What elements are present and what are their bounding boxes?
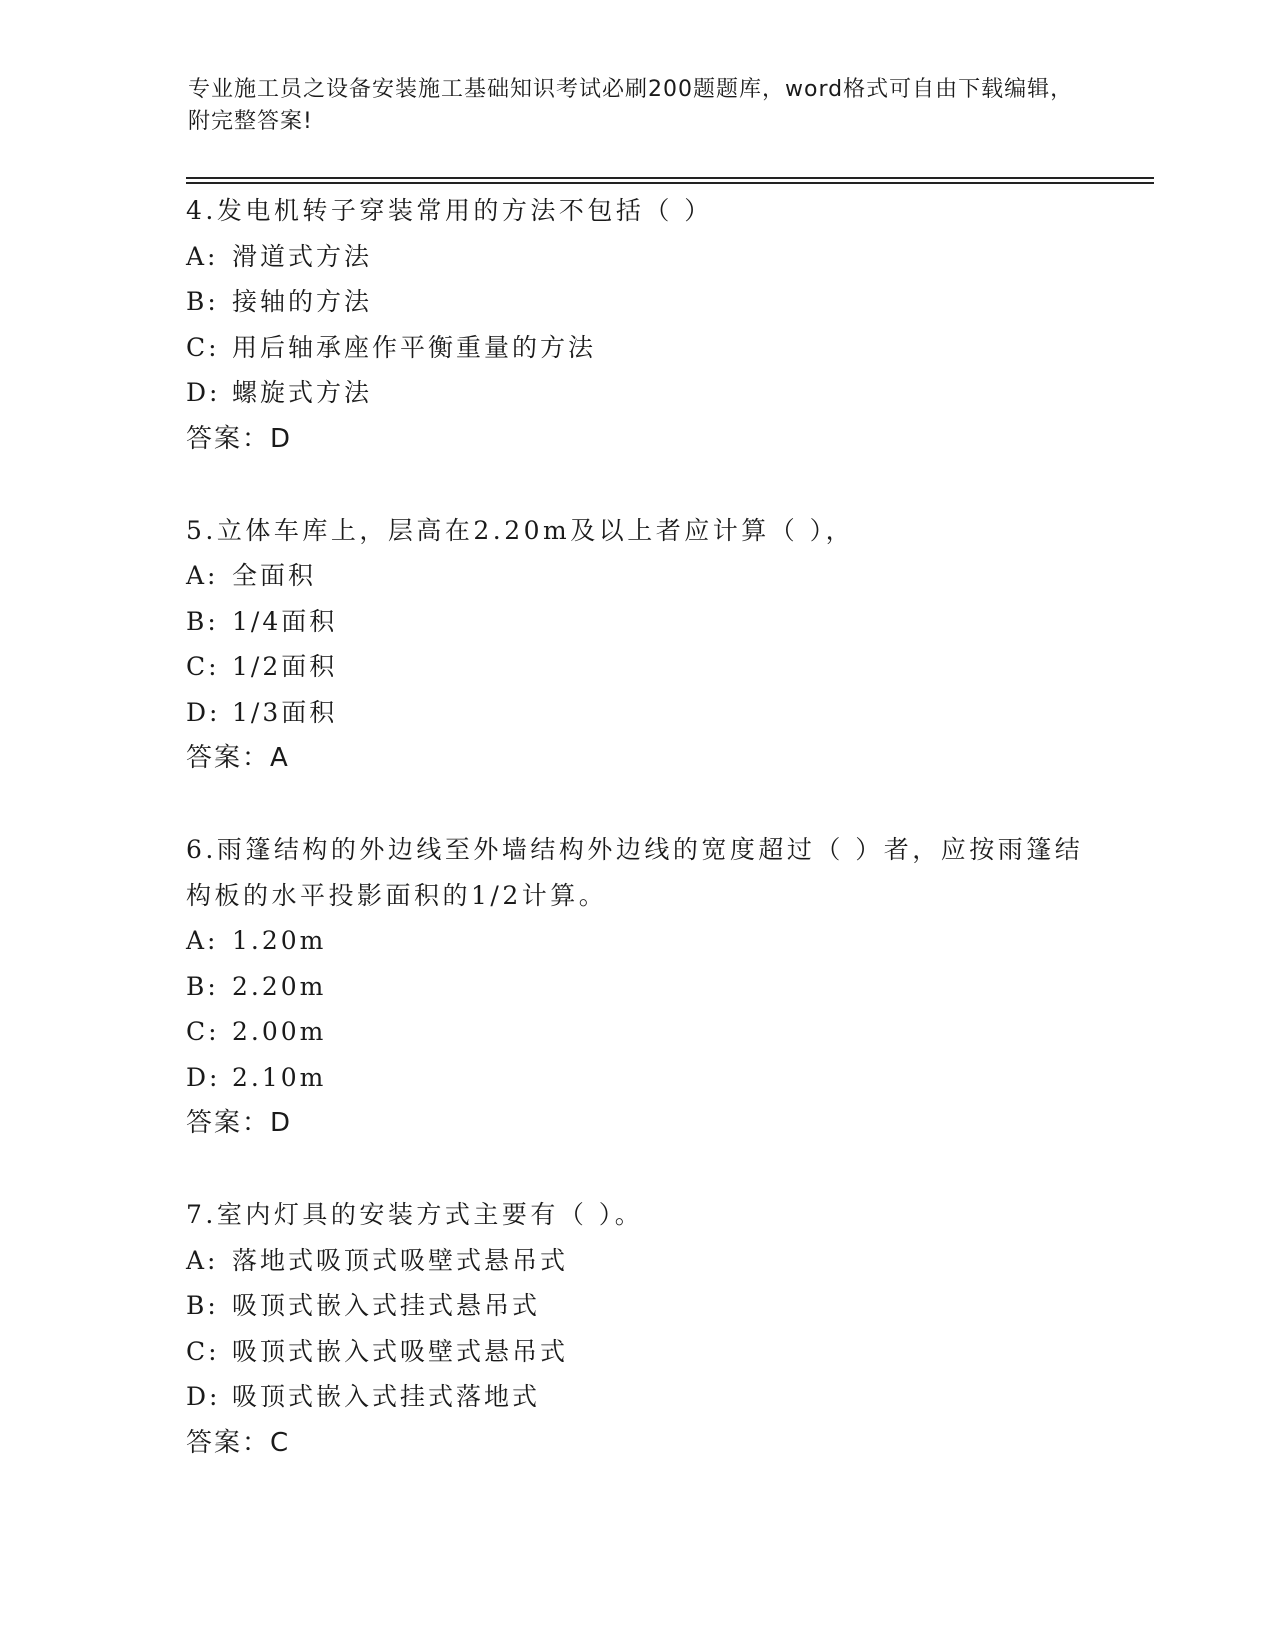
option-letter: D: xyxy=(186,378,221,407)
option-letter: D: xyxy=(186,697,221,727)
answer-line: 答案：C xyxy=(186,1427,291,1458)
question-stem: 5.立体车库上，层高在2.20m及以上者应计算（ ）， xyxy=(186,515,855,545)
option-letter: B: xyxy=(186,287,219,316)
option-a xyxy=(186,553,1086,599)
option-b xyxy=(186,1283,1086,1329)
option-text: 落地式吸顶式吸壁式悬吊式 xyxy=(232,1245,569,1275)
option-letter: B: xyxy=(186,1291,219,1320)
option-c xyxy=(186,644,1086,690)
option-d xyxy=(186,1055,1086,1101)
option-letter: A: xyxy=(186,926,219,955)
option-b xyxy=(186,279,1086,325)
answer-line: 答案：A xyxy=(186,743,290,773)
option-letter: A: xyxy=(186,241,219,271)
option-letter: B: xyxy=(186,606,219,636)
option-c xyxy=(186,1329,1086,1375)
option-letter: C: xyxy=(186,1017,220,1046)
option-d xyxy=(186,1374,1086,1420)
option-text: 吸顶式嵌入式吸壁式悬吊式 xyxy=(232,1336,569,1366)
answer-line: 答案：D xyxy=(186,423,293,454)
option-text: 用后轴承座作平衡重量的方法 xyxy=(232,332,597,362)
question-7 xyxy=(186,1192,1086,1466)
header-divider-line xyxy=(186,177,1154,179)
option-a xyxy=(186,918,1086,964)
option-text: 1/4面积 xyxy=(232,606,338,636)
option-letter: A: xyxy=(186,561,219,590)
option-d xyxy=(186,690,1086,736)
option-text: 滑道式方法 xyxy=(232,241,373,271)
option-d xyxy=(186,370,1086,416)
question-stem: 6.雨篷结构的外边线至外墙结构外边线的宽度超过（ ）者，应按雨篷结构板的水平投影面积的1/2计算。 xyxy=(186,835,1084,910)
question-6 xyxy=(186,827,1086,1146)
answer-line: 答案：D xyxy=(186,1108,293,1138)
option-letter: D: xyxy=(186,1062,221,1092)
option-b xyxy=(186,964,1086,1010)
option-text: 接轴的方法 xyxy=(232,287,373,316)
option-a xyxy=(186,234,1086,280)
option-text: 螺旋式方法 xyxy=(232,378,373,407)
option-c xyxy=(186,1009,1086,1055)
option-b xyxy=(186,599,1086,645)
option-text: 2.10m xyxy=(232,1062,327,1092)
option-text: 1/3面积 xyxy=(232,697,338,727)
question-5 xyxy=(186,508,1086,782)
option-text: 1/2面积 xyxy=(232,652,338,681)
option-letter: D: xyxy=(186,1382,221,1411)
document-header: 专业施工员之设备安装施工基础知识考试必刷200题题库，word格式可自由下载编辑，附完整答案! xyxy=(188,77,1074,134)
option-text: 2.20m xyxy=(232,971,327,1001)
option-c xyxy=(186,325,1086,371)
option-letter: C: xyxy=(186,332,220,362)
question-stem: 7.室内灯具的安装方式主要有（ ）。 xyxy=(186,1200,644,1229)
header-divider-line-secondary xyxy=(186,182,1154,184)
question-4 xyxy=(186,188,1086,462)
option-text: 全面积 xyxy=(232,561,317,590)
option-text: 吸顶式嵌入式挂式落地式 xyxy=(232,1382,541,1411)
option-a xyxy=(186,1238,1086,1284)
question-list xyxy=(186,188,1086,1512)
option-letter: C: xyxy=(186,652,220,681)
option-letter: C: xyxy=(186,1336,220,1366)
option-letter: B: xyxy=(186,971,219,1001)
option-text: 1.20m xyxy=(232,926,327,955)
option-letter: A: xyxy=(186,1245,219,1275)
option-text: 2.00m xyxy=(232,1017,327,1046)
option-text: 吸顶式嵌入式挂式悬吊式 xyxy=(232,1291,541,1320)
question-stem: 4.发电机转子穿装常用的方法不包括（ ） xyxy=(186,196,713,225)
